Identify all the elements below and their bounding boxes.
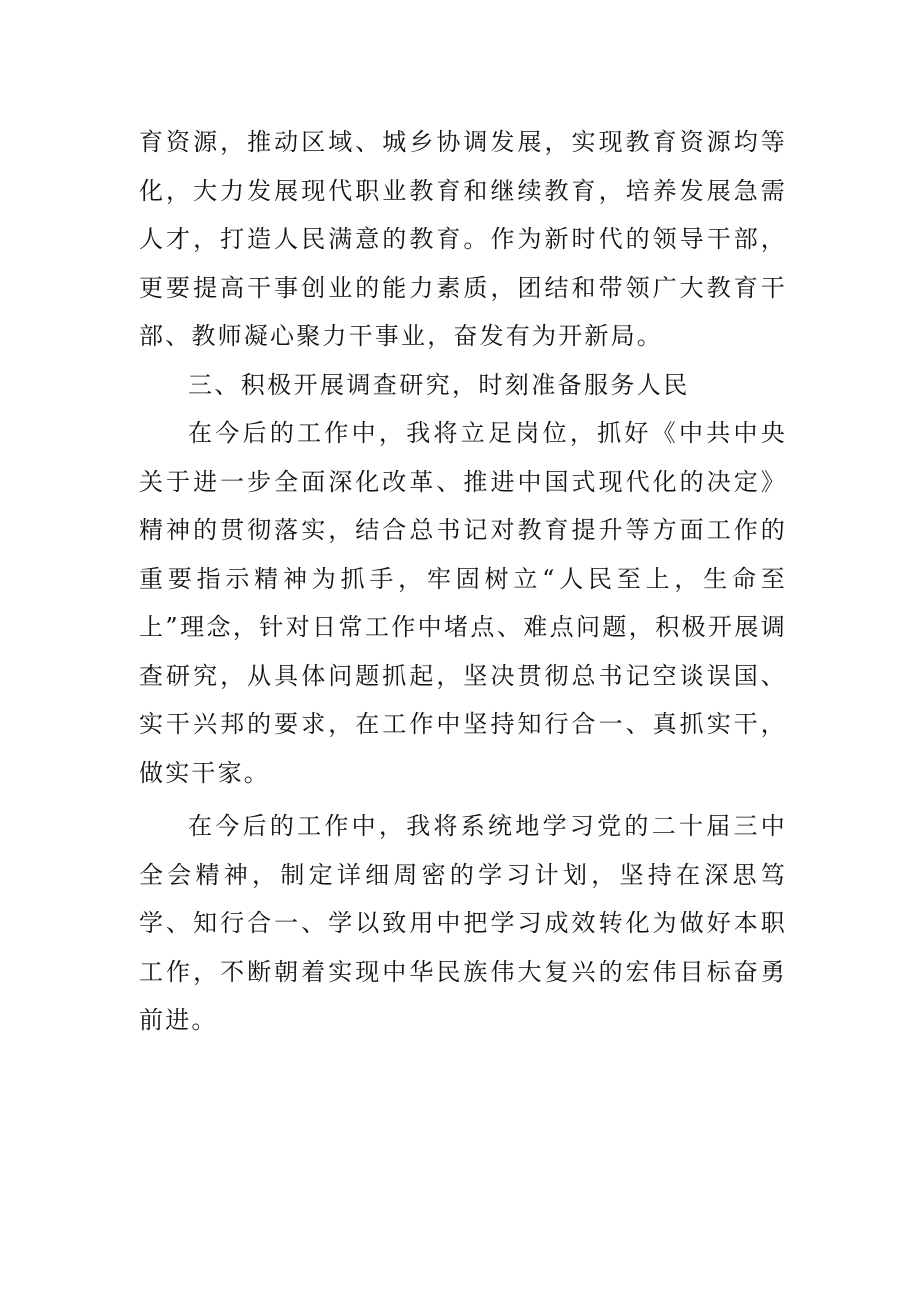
paragraph-continuation: 育资源，推动区域、城乡协调发展，实现教育资源均等化，大力发展现代职业教育和继续教育，培养发展急需人才，打造人民满意的教育。作为新时代的领导干部，更要提高干事创业的能力素质，团结和带领广大教育干部、教师凝心聚力干事业，奋发有为开新局。 xyxy=(139,128,787,350)
paragraph-work-research: 在今后的工作中，我将立足岗位，抓好《中共中央关于进一步全面深化改革、推进中国式现代化的决定》精神的贯彻落实，结合总书记对教育提升等方面工作的重要指示精神为抓手，牢固树立“人民至上，生命至上”理念，针对日常工作中堵点、难点问题，积极开展调查研究，从具体问题抓起，坚决贯彻总书记空谈误国、实干兴邦的要求，在工作中坚持知行合一、真抓实干，做实干家。 xyxy=(139,419,787,787)
paragraph-study-plan: 在今后的工作中，我将系统地学习党的二十届三中全会精神，制定详细周密的学习计划，坚持在深思笃学、知行合一、学以致用中把学习成效转化为做好本职工作，不断朝着实现中华民族伟大复兴的宏伟目标奋勇前进。 xyxy=(139,812,787,1034)
section-heading: 三、积极开展调查研究，时刻准备服务人民 xyxy=(188,370,690,399)
document-body xyxy=(139,118,787,1045)
